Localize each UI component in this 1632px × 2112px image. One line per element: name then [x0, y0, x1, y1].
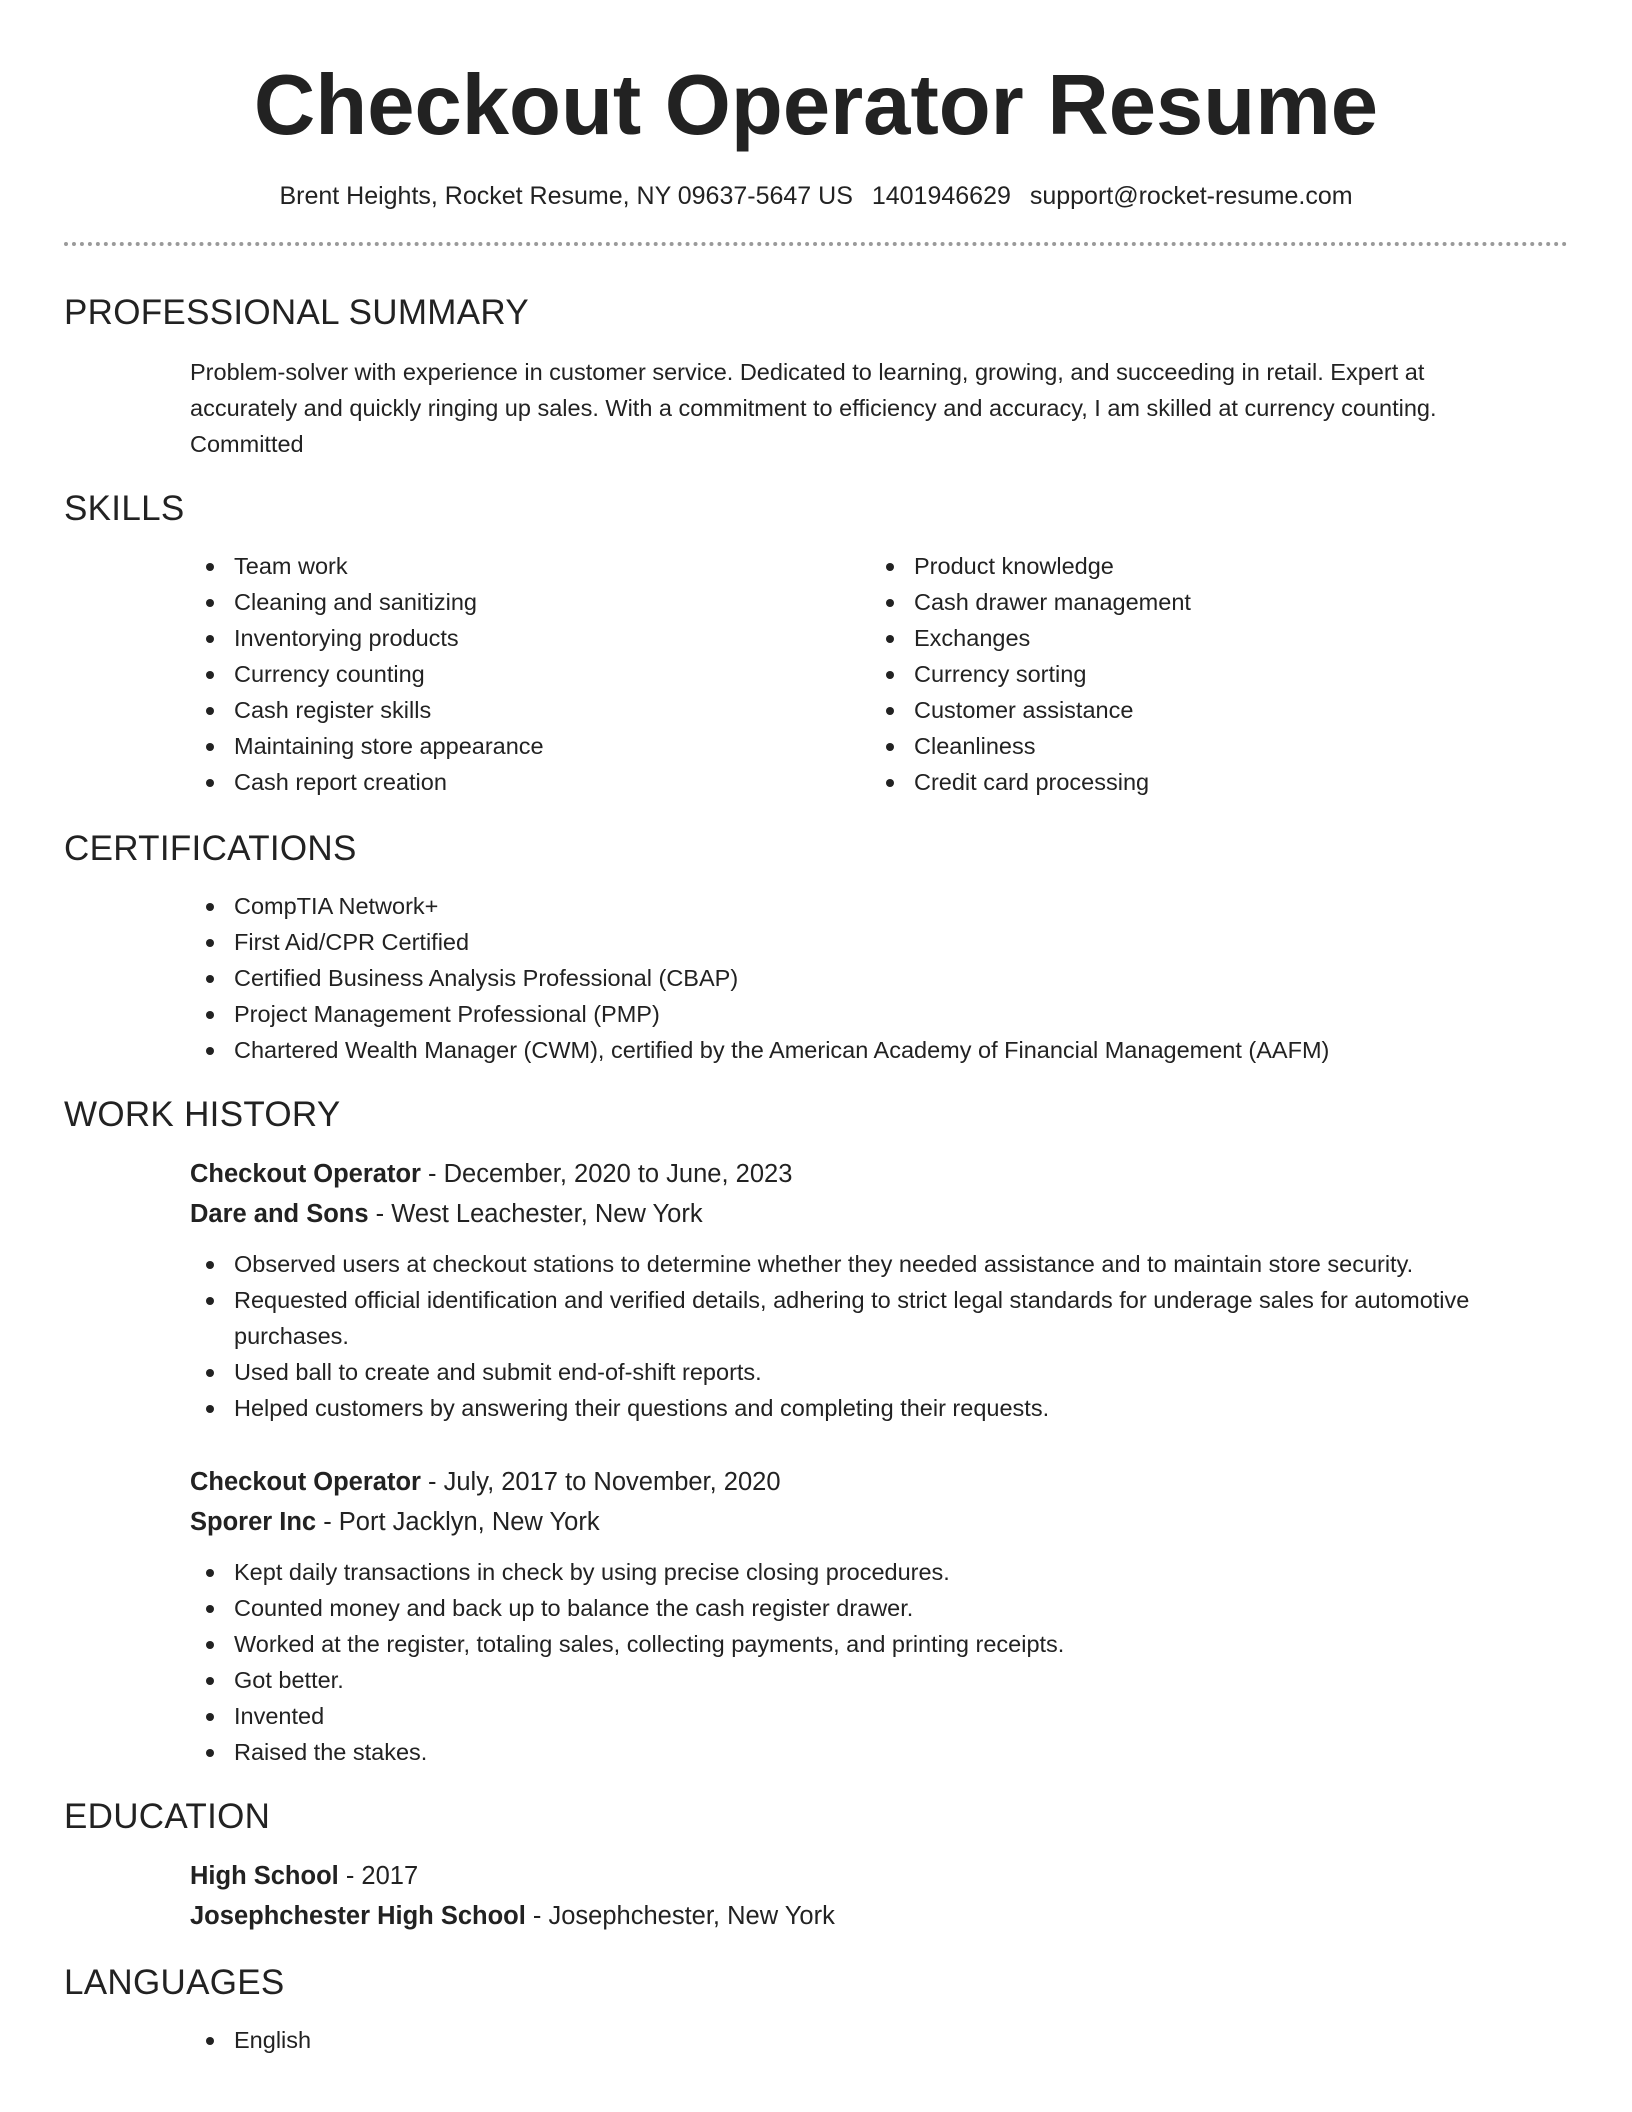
job-duty-item: Got better.	[190, 1662, 1568, 1698]
job-duty-item: Invented	[190, 1698, 1568, 1734]
skills-section	[64, 488, 1568, 800]
job-title: Checkout Operator	[190, 1468, 421, 1496]
job-duty-item: Counted money and back up to balance the cash register drawer.	[190, 1590, 1568, 1626]
skills-heading: SKILLS	[64, 489, 185, 528]
job-title-line	[190, 1462, 1568, 1502]
job-duty-item: Observed users at checkout stations to determine whether they needed assistance and to maintain store security.	[190, 1246, 1568, 1282]
summary-heading: PROFESSIONAL SUMMARY	[64, 293, 529, 332]
languages-list	[64, 2022, 1568, 2058]
contact-address: Brent Heights, Rocket Resume, NY 09637-5647 US	[279, 182, 853, 210]
languages-section	[64, 1962, 1568, 2058]
education-year: - 2017	[338, 1862, 419, 1890]
header-divider	[64, 242, 1568, 246]
job-duty-item: Raised the stakes.	[190, 1734, 1568, 1770]
certifications-heading: CERTIFICATIONS	[64, 829, 357, 868]
job-title: Checkout Operator	[190, 1160, 421, 1188]
job-duty-item: Worked at the register, totaling sales, collecting payments, and printing receipts.	[190, 1626, 1568, 1662]
job-duty-item: Used ball to create and submit end-of-shift reports.	[190, 1354, 1568, 1390]
education-degree-line	[190, 1856, 1568, 1896]
job-company-line	[190, 1194, 1568, 1234]
resume-page	[64, 0, 1568, 2112]
skill-item: Product knowledge	[870, 548, 1470, 584]
skill-item: Customer assistance	[870, 692, 1470, 728]
languages-heading: LANGUAGES	[64, 1963, 285, 2002]
skills-grid	[64, 548, 1568, 800]
job-duties-list	[190, 1554, 1568, 1770]
education-section	[64, 1796, 1568, 1936]
skill-item: Cash register skills	[190, 692, 870, 728]
job-company-line	[190, 1502, 1568, 1542]
skill-item: Team work	[190, 548, 870, 584]
skill-item: Credit card processing	[870, 764, 1470, 800]
job-location: - West Leachester, New York	[368, 1200, 703, 1228]
skill-item: Cleaning and sanitizing	[190, 584, 870, 620]
certification-item: Chartered Wealth Manager (CWM), certified by the American Academy of Financial Management (AAFM)	[190, 1032, 1568, 1068]
summary-text: Problem-solver with experience in customer service. Dedicated to learning, growing, and succeeding in retail. Expert at accurately and quickly ringing up sales. With a commitment to efficiency and accuracy, I am skilled at currency counting. Committed	[190, 359, 1437, 457]
job-dates: - July, 2017 to November, 2020	[420, 1468, 781, 1496]
job-duty-item: Kept daily transactions in check by using precise closing procedures.	[190, 1554, 1568, 1590]
work-history-section	[64, 1094, 1568, 1770]
contact-email: support@rocket-resume.com	[1029, 182, 1353, 210]
job-company: Dare and Sons	[190, 1200, 369, 1228]
language-item: English	[190, 2022, 1568, 2058]
education-location: - Josephchester, New York	[525, 1902, 835, 1930]
skill-item: Exchanges	[870, 620, 1470, 656]
resume-title: Checkout Operator Resume	[253, 58, 1379, 153]
skill-item: Cash report creation	[190, 764, 870, 800]
education-school-line	[190, 1896, 1568, 1936]
certification-item: Certified Business Analysis Professional (CBAP)	[190, 960, 1568, 996]
skill-item: Inventorying products	[190, 620, 870, 656]
work-history-heading: WORK HISTORY	[64, 1095, 341, 1134]
job-title-line	[190, 1154, 1568, 1194]
contact-line	[64, 180, 1568, 212]
contact-phone: 1401946629	[871, 182, 1011, 210]
certification-item: First Aid/CPR Certified	[190, 924, 1568, 960]
certification-item: CompTIA Network+	[190, 888, 1568, 924]
job-location: - Port Jacklyn, New York	[316, 1508, 600, 1536]
job-entry	[64, 1154, 1568, 1426]
education-school: Josephchester High School	[190, 1902, 526, 1930]
job-duty-item: Helped customers by answering their questions and completing their requests.	[190, 1390, 1568, 1426]
education-heading: EDUCATION	[64, 1797, 271, 1836]
skill-item: Currency sorting	[870, 656, 1470, 692]
education-degree: High School	[190, 1862, 339, 1890]
skill-item: Cash drawer management	[870, 584, 1470, 620]
job-entry	[64, 1462, 1568, 1770]
skills-column-right	[870, 548, 1470, 800]
certifications-list	[64, 888, 1568, 1068]
job-duty-item: Requested official identification and verified details, adhering to strict legal standards for underage sales for automotive purchases.	[190, 1282, 1568, 1354]
job-dates: - December, 2020 to June, 2023	[420, 1160, 793, 1188]
education-entry	[64, 1856, 1568, 1936]
skill-item: Cleanliness	[870, 728, 1470, 764]
skill-item: Maintaining store appearance	[190, 728, 870, 764]
job-duties-list	[190, 1246, 1568, 1426]
skills-column-left	[190, 548, 870, 800]
certifications-section	[64, 828, 1568, 1068]
summary-section	[64, 292, 1568, 462]
skill-item: Currency counting	[190, 656, 870, 692]
job-company: Sporer Inc	[190, 1508, 317, 1536]
certification-item: Project Management Professional (PMP)	[190, 996, 1568, 1032]
